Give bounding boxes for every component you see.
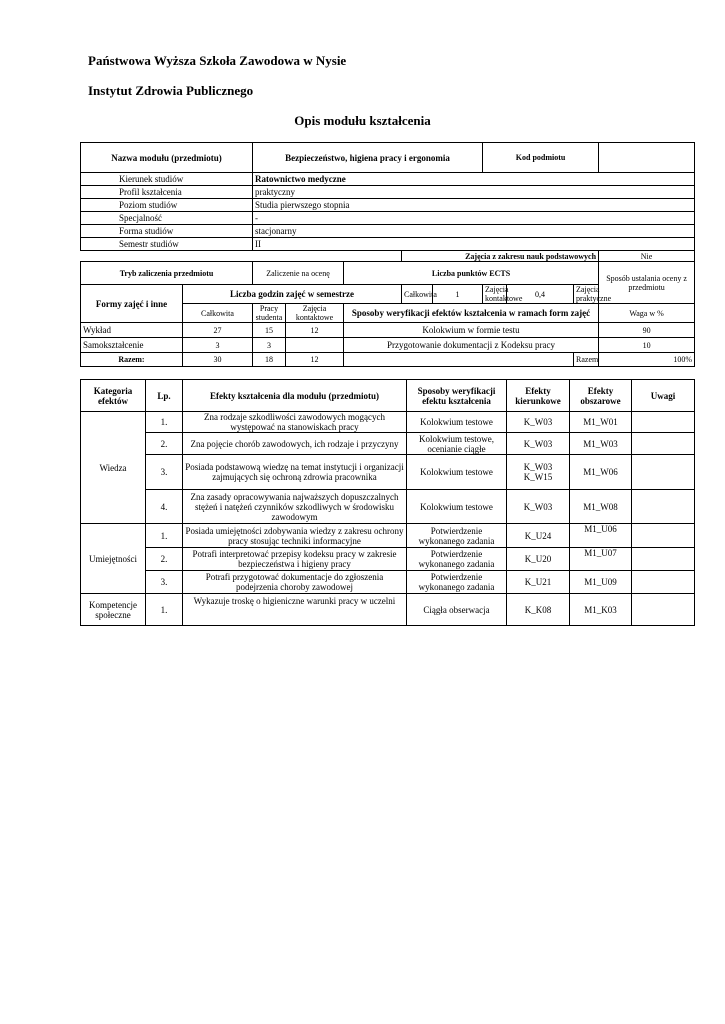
header-category: Kategoria efektów bbox=[81, 380, 146, 412]
ects-contact-label: Zajęcia kontaktowe bbox=[483, 285, 507, 304]
col-contact: Zajęcia kontaktowe bbox=[286, 304, 344, 323]
row-lp: 1. bbox=[146, 524, 183, 548]
row-notes bbox=[632, 490, 695, 524]
ects-total-value: 1 bbox=[433, 285, 483, 304]
row-method: Potwierdzenie wykonanego zadania bbox=[407, 524, 507, 548]
row-effect: Potrafi interpretować przepisy kodeksu pracy w zakresie bezpieczeństwa i higieny pracy bbox=[183, 548, 407, 571]
row-notes bbox=[632, 548, 695, 571]
sum-weight: 100% bbox=[599, 353, 695, 367]
row-notes bbox=[632, 524, 695, 548]
row-method: Potwierdzenie wykonanego zadania bbox=[407, 548, 507, 571]
row-area-effect: M1_U06 bbox=[570, 524, 632, 548]
form-name: Wykład bbox=[81, 323, 183, 338]
row-area-effect: M1_K03 bbox=[570, 594, 632, 626]
document-title: Opis modułu kształcenia bbox=[294, 113, 431, 128]
hours-label: Liczba godzin zajęć w semestrze bbox=[183, 285, 402, 304]
field-value: II bbox=[253, 238, 695, 251]
field-value: - bbox=[253, 212, 695, 225]
row-method: Ciągła obserwacja bbox=[407, 594, 507, 626]
ects-contact-value: 0,4 bbox=[507, 285, 574, 304]
forms-label: Formy zajęć i inne bbox=[81, 285, 183, 323]
header-effects: Efekty kształcenia dla modułu (przedmiotu) bbox=[183, 380, 407, 412]
row-lp: 3. bbox=[146, 455, 183, 490]
col-student: Pracy studenta bbox=[253, 304, 286, 323]
module-name-value: Bezpieczeństwo, higiena pracy i ergonomia bbox=[253, 143, 483, 173]
ects-total-label: Całkowita bbox=[402, 285, 433, 304]
sum-label2: Razem bbox=[574, 353, 599, 367]
row-lp: 3. bbox=[146, 571, 183, 594]
row-notes bbox=[632, 433, 695, 455]
row-area-effect: M1_W01 bbox=[570, 412, 632, 433]
field-label: Poziom studiów bbox=[81, 199, 253, 212]
sum-label: Razem: bbox=[81, 353, 183, 367]
row-method: Potwierdzenie wykonanego zadania bbox=[407, 571, 507, 594]
header-field-effects: Efekty kierunkowe bbox=[507, 380, 570, 412]
grading-label: Sposób ustalania oceny z przedmiotu bbox=[599, 262, 695, 304]
row-field-effect: K_W03 bbox=[507, 490, 570, 524]
form-total: 27 bbox=[183, 323, 253, 338]
assessment-mode-label: Tryb zaliczenia przedmiotu bbox=[81, 262, 253, 285]
row-method: Kolokwium testowe bbox=[407, 490, 507, 524]
institute-name: Instytut Zdrowia Publicznego bbox=[88, 83, 254, 98]
row-area-effect: M1_W03 bbox=[570, 433, 632, 455]
sum-student: 18 bbox=[253, 353, 286, 367]
module-code-label: Kod podmiotu bbox=[483, 143, 599, 173]
form-contact bbox=[286, 338, 344, 353]
row-area-effect: M1_U07 bbox=[570, 548, 632, 571]
row-effect: Wykazuje troskę o higieniczne warunki pracy w uczelni bbox=[183, 594, 407, 626]
row-notes bbox=[632, 594, 695, 626]
category-cell: Umiejętności bbox=[81, 524, 146, 594]
module-name-label: Nazwa modułu (przedmiotu) bbox=[81, 143, 253, 173]
form-method: Przygotowanie dokumentacji z Kodeksu pracy bbox=[344, 338, 599, 353]
form-student: 15 bbox=[253, 323, 286, 338]
row-lp: 1. bbox=[146, 594, 183, 626]
form-contact: 12 bbox=[286, 323, 344, 338]
row-lp: 1. bbox=[146, 412, 183, 433]
row-area-effect: M1_W08 bbox=[570, 490, 632, 524]
basic-sciences-value: Nie bbox=[599, 251, 695, 262]
col-total: Całkowita bbox=[183, 304, 253, 323]
sum-contact: 12 bbox=[286, 353, 344, 367]
field-value: Ratownictwo medyczne bbox=[253, 173, 695, 186]
row-lp: 4. bbox=[146, 490, 183, 524]
header-notes: Uwagi bbox=[632, 380, 695, 412]
field-label: Forma studiów bbox=[81, 225, 253, 238]
row-lp: 2. bbox=[146, 548, 183, 571]
row-effect: Zna rodzaje szkodliwości zawodowych mogących występować na stanowiskach pracy bbox=[183, 412, 407, 433]
header-methods: Sposoby weryfikacji efektu kształcenia bbox=[407, 380, 507, 412]
spacer bbox=[81, 251, 402, 262]
outcomes-table bbox=[80, 379, 695, 626]
assessment-mode-value: Zaliczenie na ocenę bbox=[253, 262, 344, 285]
row-field-effect: K_W03 bbox=[507, 412, 570, 433]
row-effect: Posiada umiejętności zdobywania wiedzy z zakresu ochrony pracy stosując techniki informacyjne bbox=[183, 524, 407, 548]
ects-practical-label: Zajęcia praktyczne bbox=[574, 285, 599, 304]
header-lp: Lp. bbox=[146, 380, 183, 412]
module-code-value bbox=[599, 143, 695, 173]
form-method: Kolokwium w formie testu bbox=[344, 323, 599, 338]
module-info-table bbox=[80, 142, 695, 367]
ects-label: Liczba punktów ECTS bbox=[344, 262, 599, 285]
form-weight: 10 bbox=[599, 338, 695, 353]
row-effect: Zna pojęcie chorób zawodowych, ich rodzaje i przyczyny bbox=[183, 433, 407, 455]
verification-label: Sposoby weryfikacji efektów kształcenia w ramach form zajęć bbox=[344, 304, 599, 323]
field-label: Semestr studiów bbox=[81, 238, 253, 251]
form-name: Samokształcenie bbox=[81, 338, 183, 353]
row-notes bbox=[632, 412, 695, 433]
row-method: Kolokwium testowe bbox=[407, 412, 507, 433]
sum-total: 30 bbox=[183, 353, 253, 367]
field-label: Profil kształcenia bbox=[81, 186, 253, 199]
row-field-effect: K_W03 K_W15 bbox=[507, 455, 570, 490]
form-weight: 90 bbox=[599, 323, 695, 338]
header-area-effects: Efekty obszarowe bbox=[570, 380, 632, 412]
row-field-effect: K_K08 bbox=[507, 594, 570, 626]
row-method: Kolokwium testowe, ocenianie ciągłe bbox=[407, 433, 507, 455]
row-field-effect: K_U20 bbox=[507, 548, 570, 571]
row-field-effect: K_U21 bbox=[507, 571, 570, 594]
category-cell: Wiedza bbox=[81, 412, 146, 524]
row-field-effect: K_U24 bbox=[507, 524, 570, 548]
row-effect: Posiada podstawową wiedzę na temat instytucji i organizacji zajmujących się ochroną zdrowia pracownika bbox=[183, 455, 407, 490]
row-area-effect: M1_U09 bbox=[570, 571, 632, 594]
weight-label: Waga w % bbox=[599, 304, 695, 323]
row-lp: 2. bbox=[146, 433, 183, 455]
row-effect: Zna zasady opracowywania najważszych dopuszczalnych stężeń i natężeń czynników szkodliwych w środowisku zawodowym bbox=[183, 490, 407, 524]
school-name: Państwowa Wyższa Szkoła Zawodowa w Nysie bbox=[88, 53, 347, 68]
row-notes bbox=[632, 455, 695, 490]
field-value: stacjonarny bbox=[253, 225, 695, 238]
row-method: Kolokwium testowe bbox=[407, 455, 507, 490]
field-label: Kierunek studiów bbox=[81, 173, 253, 186]
row-area-effect: M1_W06 bbox=[570, 455, 632, 490]
field-value: Studia pierwszego stopnia bbox=[253, 199, 695, 212]
basic-sciences-label: Zajęcia z zakresu nauk podstawowych bbox=[402, 251, 599, 262]
sum-spacer bbox=[344, 353, 574, 367]
field-value: praktyczny bbox=[253, 186, 695, 199]
field-label: Specjalność bbox=[81, 212, 253, 225]
row-notes bbox=[632, 571, 695, 594]
row-field-effect: K_W03 bbox=[507, 433, 570, 455]
category-cell: Kompetencje społeczne bbox=[81, 594, 146, 626]
form-student: 3 bbox=[253, 338, 286, 353]
row-effect: Potrafi przygotować dokumentacje do zgłoszenia podejrzenia choroby zawodowej bbox=[183, 571, 407, 594]
form-total: 3 bbox=[183, 338, 253, 353]
